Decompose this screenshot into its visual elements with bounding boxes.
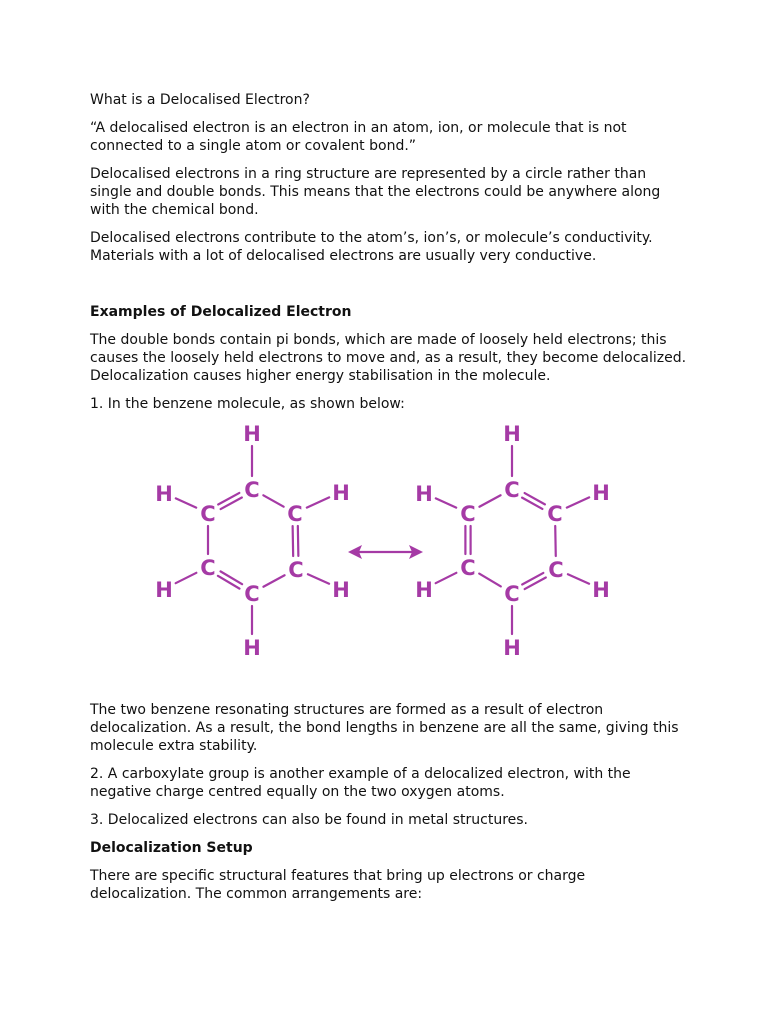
benzene-right-cc-bond-2-a <box>522 573 543 585</box>
benzene-left-hydrogen-atom-0: H <box>243 422 261 446</box>
benzene-left-ch-bond-4 <box>176 573 197 583</box>
benzene-right-cc-bond-1 <box>555 526 556 556</box>
list-item-metals: 3. Delocalized electrons can also be found in metal structures. <box>90 812 528 828</box>
paragraph-arrangements: There are specific structural features that bring up electrons or charge delocalization. The common arrangements are: <box>90 868 586 902</box>
benzene-left-cc-bond-5-a <box>221 498 242 510</box>
paragraph-ring-structure: Delocalised electrons in a ring structure are represented by a circle rather than single and double bonds. This means that the electrons could be anywhere along with the chemical bond. <box>90 166 661 218</box>
benzene-right-hydrogen-atom-4: H <box>415 578 433 602</box>
document-title: What is a Delocalised Electron? <box>90 92 310 108</box>
benzene-right-carbon-atom-0: C <box>504 478 520 502</box>
benzene-left-cc-bond-3-b <box>218 576 240 589</box>
paragraph-conductivity: Delocalised electrons contribute to the atom’s, ion’s, or molecule’s conductivity. Materials with a lot of delocalised electrons are usually very conductive. <box>90 230 653 264</box>
benzene-right-hydrogen-atom-3: H <box>503 636 521 660</box>
list-item-benzene: 1. In the benzene molecule, as shown below: <box>90 396 405 412</box>
list-item-carboxylate: 2. A carboxylate group is another example of a delocalized electron, with the negative charge centred equally on the two oxygen atoms. <box>90 766 631 800</box>
heading-examples: Examples of Delocalized Electron <box>90 304 352 320</box>
benzene-right-carbon-atom-5: C <box>460 502 476 526</box>
benzene-left-hydrogen-atom-1: H <box>332 481 350 505</box>
benzene-left-carbon-atom-0: C <box>244 478 260 502</box>
paragraph-resonance: The two benzene resonating structures are formed as a result of electron delocalization. As a result, the bond lengths in benzene are all the same, giving this molecule extra stability. <box>90 702 679 754</box>
benzene-right-carbon-atom-1: C <box>547 502 563 526</box>
benzene-resonance-figure <box>90 421 690 683</box>
benzene-left-hydrogen-atom-5: H <box>155 482 173 506</box>
benzene-left-carbon-atom-1: C <box>287 502 303 526</box>
benzene-left-carbon-atom-4: C <box>200 556 216 580</box>
benzene-left-carbon-atom-2: C <box>288 558 304 582</box>
benzene-right-carbon-atom-3: C <box>504 582 520 606</box>
benzene-left-ch-bond-1 <box>307 497 329 507</box>
benzene-left-hydrogen-atom-3: H <box>243 636 261 660</box>
benzene-right-hydrogen-atom-2: H <box>592 578 610 602</box>
benzene-right-cc-bond-0-a <box>522 498 542 509</box>
benzene-right-cc-bond-5 <box>479 495 500 507</box>
benzene-right-hydrogen-atom-0: H <box>503 422 521 446</box>
benzene-right-hydrogen-atom-5: H <box>415 482 433 506</box>
definition-quote: “A delocalised electron is an electron in an atom, ion, or molecule that is not connected to a single atom or covalent bond.” <box>90 120 627 154</box>
benzene-left-cc-bond-3-a <box>221 571 243 584</box>
benzene-right-cc-bond-2-b <box>525 578 546 590</box>
benzene-right-cc-bond-3 <box>479 574 501 587</box>
benzene-left-cc-bond-5-b <box>218 493 239 505</box>
benzene-right-ch-bond-5 <box>436 498 456 507</box>
benzene-left-carbon-atom-3: C <box>244 582 260 606</box>
benzene-left-hydrogen-atom-4: H <box>155 578 173 602</box>
paragraph-pi-bonds: The double bonds contain pi bonds, which are made of loosely held electrons; this causes the loosely held electrons to move and, as a result, they become delocalized. Delocalization causes higher energy stabilisation in the molecule. <box>90 332 687 384</box>
benzene-left-ch-bond-2 <box>308 574 329 583</box>
benzene-left-carbon-atom-5: C <box>200 502 216 526</box>
benzene-resonance-diagram <box>90 421 690 683</box>
heading-setup: Delocalization Setup <box>90 840 253 856</box>
benzene-left-hydrogen-atom-2: H <box>332 578 350 602</box>
benzene-left-cc-bond-1-a <box>293 526 294 556</box>
benzene-right-carbon-atom-2: C <box>548 558 564 582</box>
benzene-left-cc-bond-2 <box>263 575 284 587</box>
document-body <box>90 91 690 913</box>
benzene-right-ch-bond-4 <box>436 573 457 583</box>
benzene-left-cc-bond-0 <box>263 495 283 506</box>
benzene-right-ch-bond-1 <box>567 497 589 507</box>
benzene-right-ch-bond-2 <box>568 574 589 583</box>
benzene-left-ch-bond-5 <box>176 498 196 507</box>
benzene-left-cc-bond-1-b <box>298 526 299 556</box>
benzene-right-carbon-atom-4: C <box>460 556 476 580</box>
benzene-right-cc-bond-0-b <box>525 493 545 504</box>
benzene-right-hydrogen-atom-1: H <box>592 481 610 505</box>
spacer <box>90 275 690 303</box>
